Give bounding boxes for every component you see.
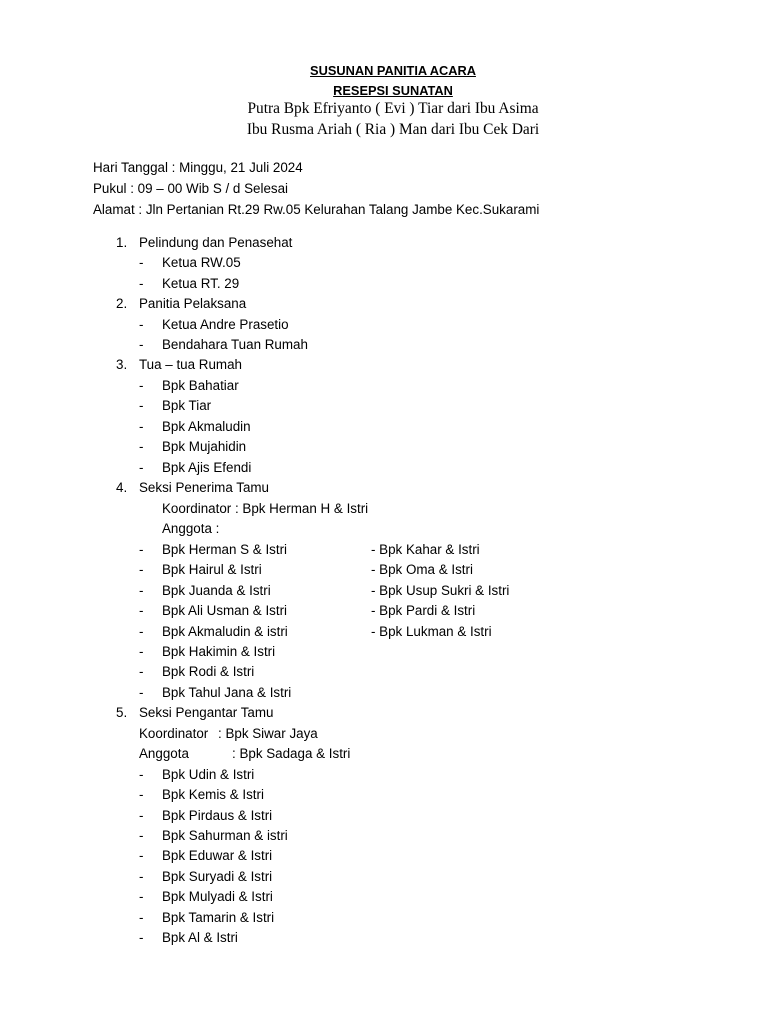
list-item-right: - Bpk Usup Sukri & Istri	[371, 583, 510, 598]
members-label: Anggota	[139, 746, 189, 761]
list-item-right: - Bpk Lukman & Istri	[371, 624, 492, 639]
list-dash: -	[139, 808, 144, 823]
list-dash: -	[139, 664, 144, 679]
list-dash: -	[139, 317, 144, 332]
list-item: Bpk Udin & Istri	[162, 767, 255, 782]
section-number: 4.	[116, 480, 128, 495]
list-item: Bpk Al & Istri	[162, 930, 238, 945]
list-item-right: - Bpk Kahar & Istri	[371, 542, 480, 557]
list-item: Bendahara Tuan Rumah	[162, 337, 308, 352]
info-date: Hari Tanggal : Minggu, 21 Juli 2024	[93, 160, 303, 175]
list-item: Bpk Suryadi & Istri	[162, 869, 273, 884]
doc-title: SUSUNAN PANITIA ACARA	[310, 63, 476, 78]
list-dash: -	[139, 419, 144, 434]
list-dash: -	[139, 583, 144, 598]
list-dash: -	[139, 828, 144, 843]
section-title: Seksi Pengantar Tamu	[139, 705, 274, 720]
list-item: Bpk Kemis & Istri	[162, 787, 264, 802]
list-dash: -	[139, 603, 144, 618]
coordinator-value: : Bpk Siwar Jaya	[218, 726, 318, 741]
list-dash: -	[139, 767, 144, 782]
section-number: 2.	[116, 296, 128, 311]
members-label: Anggota :	[162, 521, 220, 536]
list-dash: -	[139, 644, 144, 659]
list-item: Bpk Ali Usman & Istri	[162, 603, 288, 618]
list-item: Bpk Hakimin & Istri	[162, 644, 276, 659]
coordinator-label: Koordinator	[139, 726, 209, 741]
members-value: : Bpk Sadaga & Istri	[232, 746, 351, 761]
section-title: Tua – tua Rumah	[139, 357, 242, 372]
list-item: Ketua RW.05	[162, 255, 241, 270]
list-dash: -	[139, 624, 144, 639]
list-item: Bpk Mujahidin	[162, 439, 247, 454]
list-dash: -	[139, 685, 144, 700]
list-item: Bpk Ajis Efendi	[162, 460, 252, 475]
list-item-right: - Bpk Oma & Istri	[371, 562, 473, 577]
list-item: Ketua Andre Prasetio	[162, 317, 289, 332]
list-item: Bpk Eduwar & Istri	[162, 848, 273, 863]
list-dash: -	[139, 255, 144, 270]
list-item: Bpk Juanda & Istri	[162, 583, 271, 598]
section-title: Seksi Penerima Tamu	[139, 480, 269, 495]
list-dash: -	[139, 439, 144, 454]
info-address: Alamat : Jln Pertanian Rt.29 Rw.05 Kelurahan Talang Jambe Kec.Sukarami	[93, 202, 540, 217]
list-item: Bpk Tahul Jana & Istri	[162, 685, 292, 700]
list-dash: -	[139, 869, 144, 884]
list-item: Bpk Mulyadi & Istri	[162, 889, 273, 904]
section-number: 5.	[116, 705, 128, 720]
list-dash: -	[139, 276, 144, 291]
list-dash: -	[139, 930, 144, 945]
list-dash: -	[139, 460, 144, 475]
list-item: Bpk Herman S & Istri	[162, 542, 288, 557]
list-item: Bpk Akmaludin & istri	[162, 624, 288, 639]
doc-family-line-1: Putra Bpk Efriyanto ( Evi ) Tiar dari Ibu Asima	[247, 100, 539, 117]
list-dash: -	[139, 398, 144, 413]
list-dash: -	[139, 848, 144, 863]
list-dash: -	[139, 889, 144, 904]
list-item: Bpk Tiar	[162, 398, 212, 413]
list-dash: -	[139, 542, 144, 557]
doc-family-line-2: Ibu Rusma Ariah ( Ria ) Man dari Ibu Cek Dari	[246, 121, 540, 138]
section-number: 1.	[116, 235, 128, 250]
list-item: Bpk Bahatiar	[162, 378, 239, 393]
list-item: Bpk Tamarin & Istri	[162, 910, 275, 925]
section-title: Pelindung dan Penasehat	[139, 235, 293, 250]
section-title: Panitia Pelaksana	[139, 296, 247, 311]
list-dash: -	[139, 787, 144, 802]
list-dash: -	[139, 562, 144, 577]
list-item: Bpk Rodi & Istri	[162, 664, 255, 679]
list-item: Ketua RT. 29	[162, 276, 240, 291]
list-dash: -	[139, 378, 144, 393]
list-item-right: - Bpk Pardi & Istri	[371, 603, 476, 618]
list-item: Bpk Pirdaus & Istri	[162, 808, 273, 823]
list-dash: -	[139, 910, 144, 925]
list-item: Bpk Akmaludin	[162, 419, 251, 434]
doc-subtitle: RESEPSI SUNATAN	[333, 83, 453, 98]
info-time: Pukul : 09 – 00 Wib S / d Selesai	[93, 181, 289, 196]
list-item: Bpk Sahurman & istri	[162, 828, 288, 843]
coordinator-line: Koordinator : Bpk Herman H & Istri	[162, 501, 369, 516]
list-item: Bpk Hairul & Istri	[162, 562, 262, 577]
list-dash: -	[139, 337, 144, 352]
section-number: 3.	[116, 357, 128, 372]
